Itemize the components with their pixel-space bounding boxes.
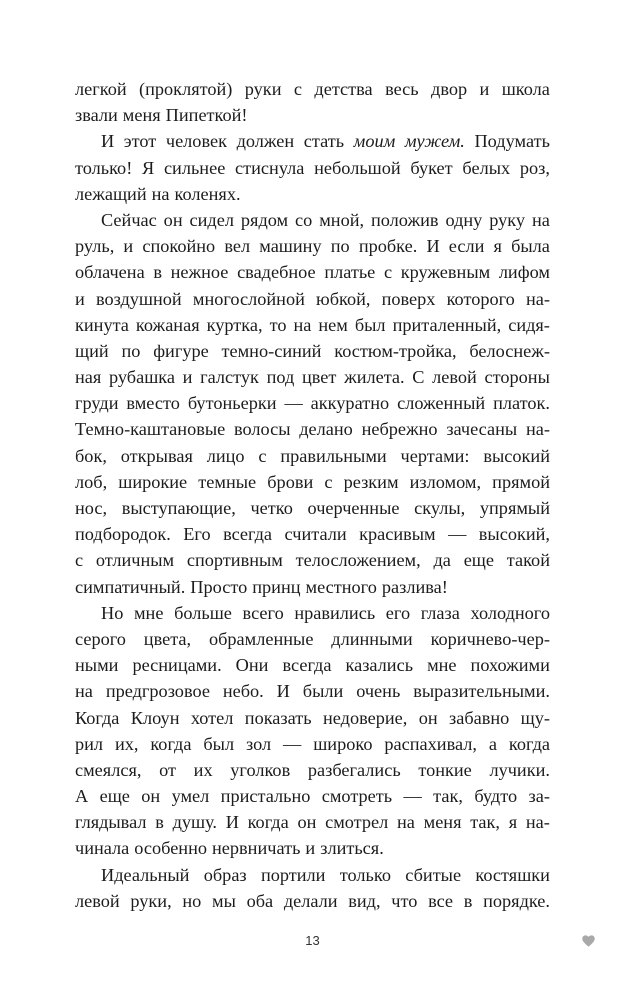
word: костюм-тройка, bbox=[334, 340, 457, 361]
text-line bbox=[75, 652, 550, 678]
word: особенно bbox=[134, 838, 208, 859]
word: спортивным bbox=[186, 550, 283, 571]
text-line bbox=[75, 521, 550, 547]
word: галстук bbox=[200, 367, 259, 388]
word: он bbox=[297, 812, 317, 833]
word: сложенный bbox=[397, 393, 486, 414]
word: кожаная bbox=[135, 314, 200, 335]
text-line bbox=[75, 259, 550, 285]
word: нервничать bbox=[212, 838, 301, 859]
word: свадебное bbox=[237, 262, 316, 283]
text-line bbox=[75, 495, 550, 521]
text-line bbox=[75, 207, 550, 233]
word: и bbox=[182, 367, 193, 388]
word: ными bbox=[75, 655, 119, 676]
text-line bbox=[75, 102, 550, 128]
word: был bbox=[203, 733, 235, 754]
word: злиться. bbox=[320, 838, 384, 859]
word: темно-синий bbox=[221, 340, 322, 361]
word: мне bbox=[427, 655, 457, 676]
word: душу. bbox=[172, 812, 217, 833]
word: левой bbox=[75, 890, 120, 911]
word: то bbox=[269, 314, 287, 335]
word: симпатичный. bbox=[75, 576, 186, 597]
word: юбкой, bbox=[316, 288, 371, 309]
word: в bbox=[155, 812, 164, 833]
word: на- bbox=[525, 812, 550, 833]
text-line bbox=[75, 705, 550, 731]
word: уголков bbox=[230, 759, 291, 780]
word: изломом, bbox=[409, 471, 482, 492]
word: очень bbox=[356, 681, 401, 702]
word: смотреть bbox=[321, 786, 393, 807]
word: груди bbox=[75, 393, 119, 414]
word: чертами: bbox=[400, 445, 470, 466]
word: Я bbox=[142, 157, 155, 178]
text-line bbox=[75, 128, 550, 154]
word: когда bbox=[150, 733, 192, 754]
heart-icon bbox=[582, 935, 595, 947]
word: на- bbox=[525, 419, 550, 440]
word: — bbox=[448, 524, 467, 545]
word: всего bbox=[242, 602, 284, 623]
word: в bbox=[463, 890, 473, 911]
word: считали bbox=[284, 524, 347, 545]
word: детства bbox=[314, 79, 373, 99]
text-line bbox=[75, 286, 550, 312]
word: коленях. bbox=[174, 183, 241, 204]
word: сбитые bbox=[405, 864, 462, 885]
word: платок. bbox=[493, 393, 550, 414]
word: руку bbox=[489, 209, 526, 230]
word: была bbox=[511, 236, 550, 257]
word: приталенный, bbox=[392, 314, 502, 335]
word: аккуратно bbox=[310, 393, 390, 414]
text-line bbox=[75, 364, 550, 390]
text-line bbox=[75, 233, 550, 259]
word: моим bbox=[353, 131, 396, 152]
text-line bbox=[75, 600, 550, 626]
word: образ bbox=[203, 864, 247, 885]
word: умел bbox=[171, 786, 210, 807]
word: распахивал, bbox=[384, 733, 477, 754]
word: обрамленные bbox=[208, 628, 314, 649]
word: положив bbox=[371, 209, 439, 230]
word: весь bbox=[385, 79, 419, 99]
word: их bbox=[193, 759, 213, 780]
word: и bbox=[123, 236, 134, 257]
word: когда bbox=[247, 812, 289, 833]
word: лежащий bbox=[75, 183, 147, 204]
word: нем bbox=[318, 314, 348, 335]
word: предгрозовое bbox=[105, 681, 210, 702]
word: которого bbox=[446, 288, 515, 309]
word: — bbox=[403, 786, 422, 807]
text-line bbox=[75, 783, 550, 809]
word: букет bbox=[410, 157, 453, 178]
word: четко bbox=[250, 498, 293, 518]
word: стиснула bbox=[235, 157, 305, 178]
word: С bbox=[412, 367, 425, 388]
word: Темно-каштановые bbox=[75, 419, 226, 440]
word: похожими bbox=[470, 655, 550, 676]
word: темные bbox=[198, 471, 257, 492]
word: больше bbox=[174, 602, 232, 623]
word: пристально bbox=[220, 786, 311, 807]
word: хотел bbox=[190, 707, 234, 728]
word: щий bbox=[75, 340, 109, 361]
word: цвет bbox=[301, 367, 337, 388]
word: коричнево-чер- bbox=[430, 628, 550, 649]
word: воздушной bbox=[95, 288, 182, 309]
word: выразительными. bbox=[413, 681, 550, 702]
word: руки, bbox=[130, 890, 172, 911]
word: подбородок. bbox=[75, 524, 171, 545]
word: руки bbox=[244, 79, 282, 99]
text-line bbox=[75, 835, 550, 861]
word: с bbox=[258, 445, 267, 466]
word: цвета, bbox=[143, 628, 192, 649]
word: платье bbox=[324, 262, 376, 283]
text-line bbox=[75, 390, 550, 416]
word: принц bbox=[252, 576, 301, 597]
word: всегда bbox=[223, 524, 273, 545]
word: порядке. bbox=[483, 890, 550, 911]
word: его bbox=[385, 602, 411, 623]
word: еще bbox=[463, 550, 494, 571]
word: небо. bbox=[222, 681, 264, 702]
word: этот bbox=[123, 131, 157, 152]
word: на bbox=[531, 209, 550, 230]
word: на bbox=[151, 183, 170, 204]
word: делано bbox=[299, 419, 353, 440]
word: такой bbox=[506, 550, 550, 571]
word: правильными bbox=[280, 445, 387, 466]
word: школа bbox=[501, 79, 550, 99]
word: только bbox=[339, 864, 391, 885]
word: очерченные bbox=[307, 498, 400, 518]
word: широкие bbox=[118, 471, 188, 492]
word: с bbox=[383, 262, 393, 283]
word: недоверие, bbox=[322, 707, 408, 728]
word: роз, bbox=[519, 157, 550, 178]
word: мной, bbox=[319, 209, 365, 230]
word: но bbox=[182, 890, 202, 911]
word: сидя- bbox=[508, 314, 550, 335]
word: высокий bbox=[483, 445, 550, 466]
word: холодного bbox=[470, 602, 550, 623]
word: стороны bbox=[484, 367, 550, 388]
word: меня bbox=[122, 105, 161, 126]
word: по bbox=[121, 340, 141, 361]
word: мне bbox=[133, 602, 164, 623]
word: вел bbox=[224, 236, 251, 257]
text-line bbox=[75, 862, 550, 888]
word: с bbox=[75, 550, 84, 571]
word: он bbox=[418, 707, 438, 728]
word: куртка, bbox=[206, 314, 263, 335]
word: Подумать bbox=[474, 131, 550, 152]
word: спокойно bbox=[142, 236, 216, 257]
word: Просто bbox=[190, 576, 248, 597]
word: руль, bbox=[75, 236, 115, 257]
word: в bbox=[153, 262, 162, 283]
word: лифом bbox=[498, 262, 550, 283]
word: прямой bbox=[492, 471, 550, 492]
word: с bbox=[324, 471, 333, 492]
word: он bbox=[141, 786, 161, 807]
word: выступающие, bbox=[121, 498, 236, 518]
word: еще bbox=[99, 786, 130, 807]
word: он bbox=[163, 209, 183, 230]
word: был bbox=[354, 314, 386, 335]
word: красивым bbox=[359, 524, 436, 545]
word: показать bbox=[244, 707, 312, 728]
word: Пипеткой! bbox=[165, 105, 248, 126]
word: вместо bbox=[126, 393, 180, 414]
word: серого bbox=[75, 628, 126, 649]
text-line bbox=[75, 469, 550, 495]
word: телосложением, bbox=[295, 550, 421, 571]
word: глядывал bbox=[75, 812, 147, 833]
word: одну bbox=[445, 209, 483, 230]
word: местного bbox=[305, 576, 377, 597]
word: Когда bbox=[75, 707, 120, 728]
word: по bbox=[330, 236, 350, 257]
word: смотрел bbox=[325, 812, 389, 833]
word: белых bbox=[462, 157, 511, 178]
word: лоб, bbox=[75, 471, 108, 492]
word: разбегались bbox=[307, 759, 401, 780]
word: облачена bbox=[75, 262, 145, 283]
word: ресницами. bbox=[132, 655, 222, 676]
word: Клоун bbox=[130, 707, 180, 728]
word: и bbox=[479, 79, 490, 99]
word: казались bbox=[345, 655, 414, 676]
word: что bbox=[391, 890, 418, 911]
word: были bbox=[302, 681, 344, 702]
word: на bbox=[293, 314, 312, 335]
word: под bbox=[266, 367, 295, 388]
word: когда bbox=[508, 733, 550, 754]
word: А bbox=[75, 786, 89, 807]
word: так, bbox=[433, 786, 463, 807]
word: нос, bbox=[75, 498, 108, 518]
word: небрежно bbox=[361, 419, 438, 440]
word: только! bbox=[75, 157, 133, 178]
word: оба bbox=[246, 890, 274, 911]
word: со bbox=[295, 209, 313, 230]
text-line bbox=[75, 547, 550, 573]
word: бутоньерки bbox=[187, 393, 277, 414]
word: меня bbox=[423, 812, 462, 833]
text-line bbox=[75, 574, 550, 600]
word: И bbox=[101, 131, 115, 152]
word: широко bbox=[313, 733, 373, 754]
word: — bbox=[284, 393, 303, 414]
word: зачесаны bbox=[446, 419, 518, 440]
word: Но bbox=[101, 602, 124, 623]
word: — bbox=[283, 733, 302, 754]
word: и bbox=[305, 838, 316, 859]
page-number: 13 bbox=[305, 933, 320, 948]
word: мы bbox=[212, 890, 236, 911]
word: ная bbox=[75, 367, 102, 388]
word: я bbox=[508, 812, 518, 833]
text-line bbox=[75, 181, 550, 207]
word: Сейчас bbox=[101, 209, 157, 230]
word: зол bbox=[246, 733, 272, 754]
word: я bbox=[493, 236, 502, 257]
word: небольшой bbox=[314, 157, 401, 178]
text-line bbox=[75, 731, 550, 757]
word: мужем. bbox=[404, 131, 465, 152]
word: фигуре bbox=[153, 340, 209, 361]
word: а bbox=[488, 733, 497, 754]
word: портили bbox=[260, 864, 326, 885]
text-line bbox=[75, 757, 550, 783]
text-line bbox=[75, 678, 550, 704]
word: человек bbox=[165, 131, 227, 152]
word: за- bbox=[528, 786, 550, 807]
word: от bbox=[159, 759, 176, 780]
word: так, bbox=[470, 812, 500, 833]
word: если bbox=[448, 236, 485, 257]
word: щу- bbox=[520, 707, 550, 728]
word: костяшки bbox=[475, 864, 550, 885]
word: рядом bbox=[240, 209, 289, 230]
word: вид, bbox=[348, 890, 381, 911]
word: открывая bbox=[120, 445, 193, 466]
word: И bbox=[276, 681, 290, 702]
word: все bbox=[428, 890, 454, 911]
word: сильнее bbox=[163, 157, 226, 178]
text-line bbox=[75, 443, 550, 469]
word: глаза bbox=[420, 602, 460, 623]
word: да bbox=[433, 550, 451, 571]
word: левой bbox=[432, 367, 477, 388]
text-line bbox=[75, 312, 550, 338]
word: И bbox=[225, 812, 239, 833]
word: легкой bbox=[75, 79, 127, 99]
word: белоснеж- bbox=[469, 340, 550, 361]
word: делали bbox=[283, 890, 338, 911]
word: машину bbox=[259, 236, 322, 257]
word: смеялся, bbox=[75, 759, 142, 780]
word: на bbox=[75, 681, 93, 702]
word: нежное bbox=[170, 262, 229, 283]
word: Они bbox=[235, 655, 269, 676]
word: лицо bbox=[206, 445, 245, 466]
word: на bbox=[397, 812, 415, 833]
word: тонкие bbox=[418, 759, 472, 780]
word: забавно bbox=[449, 707, 510, 728]
word: кружевным bbox=[400, 262, 491, 283]
word: двор bbox=[431, 79, 468, 99]
word: Его bbox=[183, 524, 211, 545]
text-line bbox=[75, 809, 550, 835]
word: скулы, bbox=[414, 498, 466, 518]
word: высокий, bbox=[478, 524, 550, 545]
word: нравились bbox=[294, 602, 376, 623]
word: пробке. bbox=[358, 236, 418, 257]
word: (проклятой) bbox=[139, 79, 233, 99]
word: отличным bbox=[95, 550, 175, 571]
word: поверх bbox=[381, 288, 436, 309]
word: Идеальный bbox=[101, 864, 190, 885]
text-line bbox=[75, 155, 550, 181]
word: брови bbox=[267, 471, 314, 492]
text-line bbox=[75, 888, 550, 914]
word: с bbox=[293, 79, 303, 99]
word: должен bbox=[236, 131, 295, 152]
word: их, bbox=[114, 733, 139, 754]
word: звали bbox=[75, 105, 118, 126]
word: разлива! bbox=[381, 576, 448, 597]
word: длинными bbox=[331, 628, 413, 649]
text-line bbox=[75, 76, 550, 102]
word: сидел bbox=[189, 209, 234, 230]
word: и bbox=[75, 288, 85, 309]
body-text bbox=[75, 76, 550, 914]
word: упрямый bbox=[479, 498, 550, 518]
word: стать bbox=[303, 131, 345, 152]
word: кинута bbox=[75, 314, 129, 335]
word: И bbox=[426, 236, 440, 257]
word: рил bbox=[75, 733, 104, 754]
text-line bbox=[75, 416, 550, 442]
word: рубашка bbox=[108, 367, 175, 388]
word: многослойной bbox=[192, 288, 305, 309]
word: будто bbox=[474, 786, 518, 807]
text-line bbox=[75, 626, 550, 652]
text-line bbox=[75, 338, 550, 364]
word: чинала bbox=[75, 838, 130, 859]
word: всегда bbox=[282, 655, 332, 676]
word: жилета. bbox=[344, 367, 405, 388]
word: бок, bbox=[75, 445, 107, 466]
word: на- bbox=[525, 288, 550, 309]
word: резким bbox=[343, 471, 399, 492]
word: лучики. bbox=[489, 759, 550, 780]
word: волосы bbox=[233, 419, 291, 440]
